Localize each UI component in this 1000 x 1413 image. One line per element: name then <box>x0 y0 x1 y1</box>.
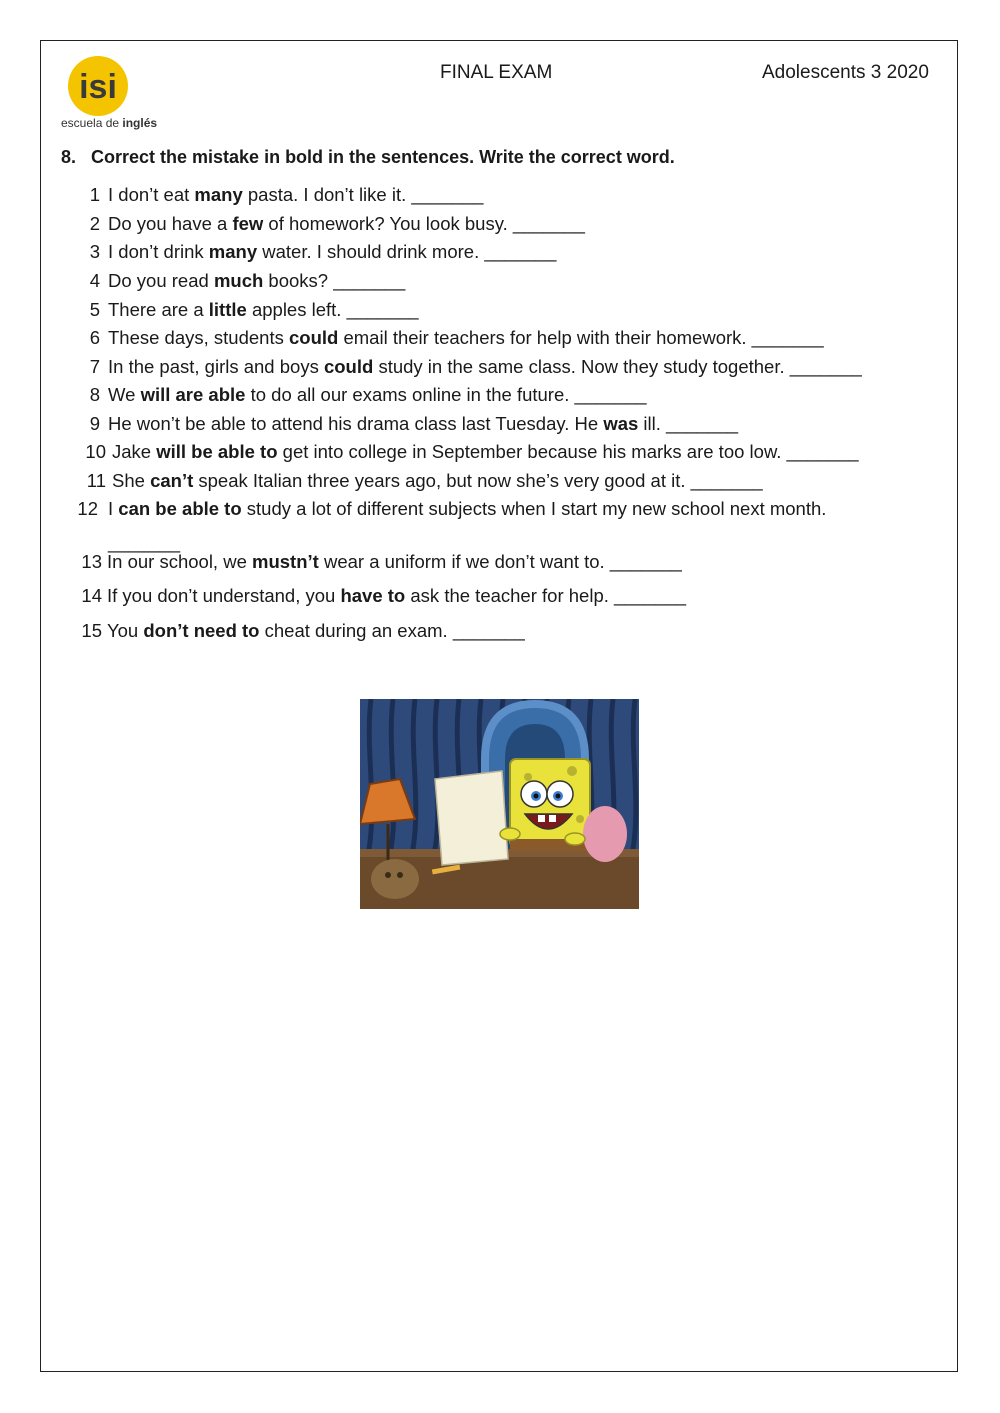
item-text: We <box>108 384 141 405</box>
sentence-item-3 <box>80 241 556 263</box>
item-mistake: will be able to <box>156 441 278 462</box>
item-number: 3 <box>89 241 100 262</box>
sentence-item-1 <box>80 184 483 206</box>
cartoon-illustration <box>360 699 639 909</box>
item-text-end: study a lot of different subjects when I start my new school next month. <box>241 498 827 519</box>
sentence-item-14 <box>76 585 686 607</box>
logo-subtitle <box>61 116 157 130</box>
exercise-instruction <box>61 147 675 168</box>
sentence-item-13 <box>76 551 682 573</box>
item-text-end: books? _______ <box>263 270 406 291</box>
item-mistake: mustn’t <box>252 551 319 572</box>
item-text-end: ill. _______ <box>638 413 739 434</box>
item-text: Do you have a <box>108 213 233 234</box>
item-number: 12 <box>77 498 98 519</box>
item-text: I <box>108 498 119 519</box>
item-number: 5 <box>89 299 100 320</box>
item-mistake: will are able <box>140 384 246 405</box>
course-level: Adolescents 3 2020 <box>762 62 929 83</box>
item-text-end: water. I should drink more. _______ <box>257 241 557 262</box>
item-text: He won’t be able to attend his drama class last Tuesday. He <box>108 413 604 434</box>
instruction-text: Correct the mistake in bold in the sentences. Write the correct word. <box>91 147 675 167</box>
item-text-end: apples left. _______ <box>246 299 419 320</box>
sentence-item-10 <box>80 441 859 463</box>
logo-wordmark: isi <box>79 68 117 106</box>
item-text: You <box>107 620 144 641</box>
item-mistake: few <box>232 213 264 234</box>
item-mistake: can be able to <box>118 498 242 519</box>
item-text-end: study in the same class. Now they study together. _______ <box>373 356 862 377</box>
item-number: 8 <box>89 384 100 405</box>
item-mistake: could <box>289 327 339 348</box>
item-mistake: many <box>194 184 243 205</box>
item-text-end: get into college in September because his marks are too low. _______ <box>277 441 859 462</box>
item-text-end: of homework? You look busy. _______ <box>263 213 585 234</box>
item-text: She <box>112 470 151 491</box>
item-text: I don’t drink <box>108 241 209 262</box>
item-text-end: to do all our exams online in the future. _______ <box>245 384 647 405</box>
sentence-item-5 <box>80 299 419 321</box>
item-mistake: could <box>323 356 374 377</box>
item-text-end: email their teachers for help with their homework. _______ <box>338 327 824 348</box>
sentence-item-6 <box>80 327 824 349</box>
item-number: 15 <box>81 620 102 641</box>
sentence-item-9 <box>80 413 738 435</box>
item-number: 11 <box>86 470 106 491</box>
item-text: If you don’t understand, you <box>107 585 341 606</box>
item-text: In our school, we <box>107 551 252 572</box>
item-number: 4 <box>89 270 100 291</box>
item-text-end: ask the teacher for help. _______ <box>405 585 687 606</box>
item-number: 2 <box>89 213 100 234</box>
logo-subtitle-bold: inglés <box>122 116 158 130</box>
item-text: Jake <box>112 441 157 462</box>
item-12-blank: _______ <box>108 532 181 553</box>
sentence-item-7 <box>80 356 862 378</box>
item-text: These days, students <box>108 327 289 348</box>
item-mistake: have to <box>340 585 406 606</box>
sentence-item-15 <box>76 620 525 642</box>
item-number: 10 <box>85 441 106 462</box>
item-text: There are a <box>108 299 209 320</box>
item-mistake: don’t need to <box>143 620 260 641</box>
item-number: 6 <box>89 327 100 348</box>
item-number: 13 <box>81 551 102 572</box>
item-mistake: can’t <box>150 470 194 491</box>
item-text: I don’t eat <box>108 184 195 205</box>
item-number: 1 <box>89 184 100 205</box>
item-text: In the past, girls and boys <box>108 356 324 377</box>
item-text-end: cheat during an exam. _______ <box>259 620 525 641</box>
item-number: 14 <box>81 585 102 606</box>
item-mistake: little <box>208 299 247 320</box>
sentence-item-8 <box>80 384 647 406</box>
item-text: Do you read <box>108 270 214 291</box>
sentence-item-4 <box>80 270 405 292</box>
item-mistake: was <box>603 413 639 434</box>
exam-title: FINAL EXAM <box>440 62 553 83</box>
item-text-end: speak Italian three years ago, but now she’s very good at it. _______ <box>193 470 763 491</box>
sentence-item-11 <box>80 470 763 492</box>
item-mistake: many <box>208 241 258 262</box>
sentence-item-12 <box>72 498 826 520</box>
item-number: 7 <box>89 356 100 377</box>
item-text-end: pasta. I don’t like it. _______ <box>242 184 484 205</box>
sentence-item-2 <box>80 213 585 235</box>
logo-subtitle-prefix: escuela de <box>61 116 123 130</box>
item-number: 9 <box>89 413 100 434</box>
exercise-number: 8. <box>61 147 77 167</box>
item-mistake: much <box>213 270 264 291</box>
item-text-end: wear a uniform if we don’t want to. _______ <box>318 551 682 572</box>
